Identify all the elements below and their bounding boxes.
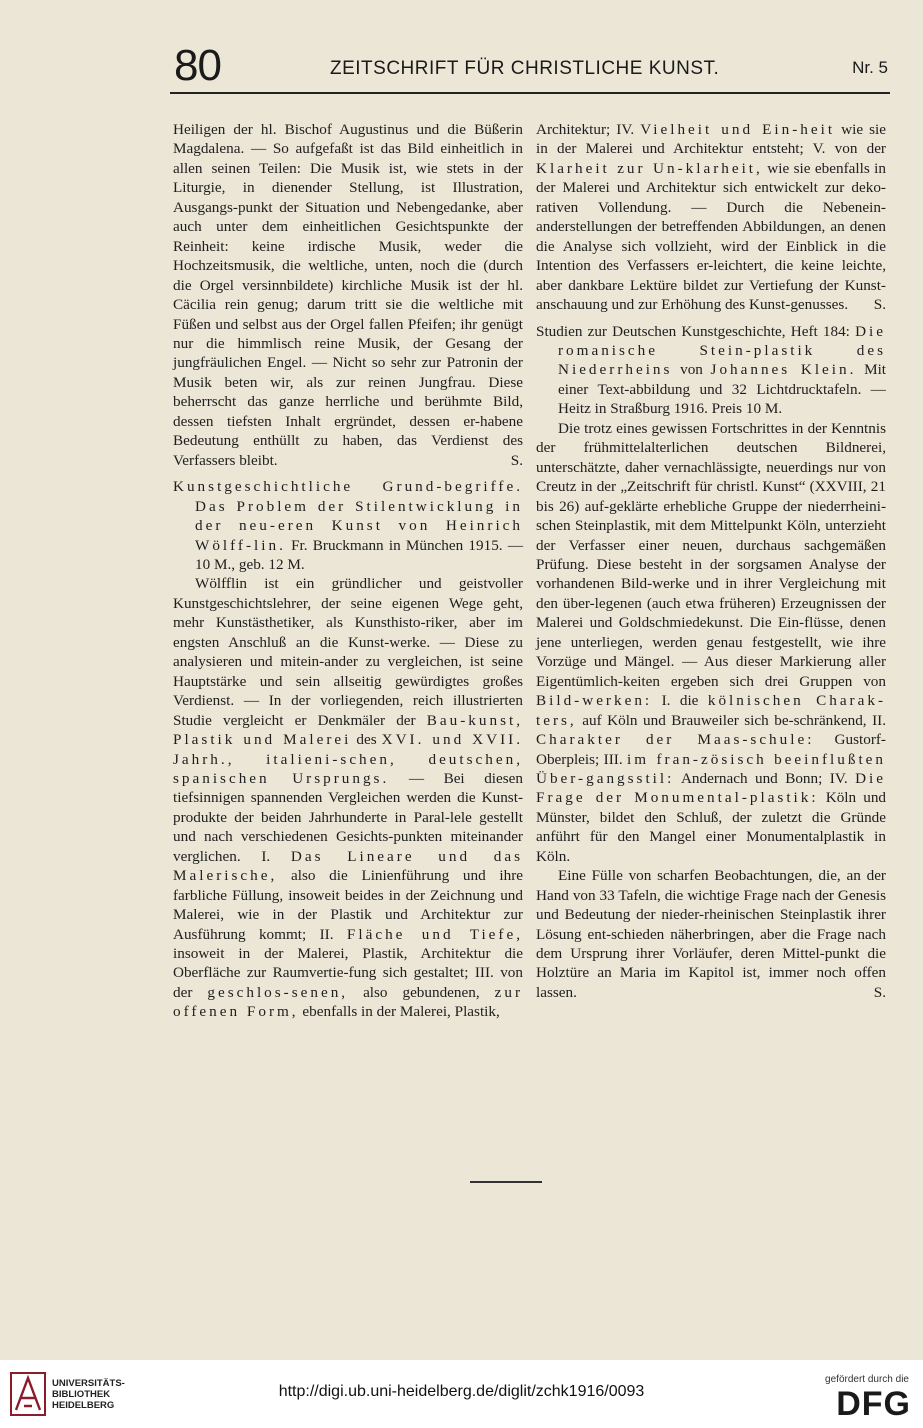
spaced-text: Vielheit und Ein-heit	[640, 121, 836, 138]
review-paragraph	[173, 574, 523, 1021]
spaced-text: Das Lineare und das Malerische,	[173, 847, 523, 885]
book-title: Die romanische Stein-plastik des Niederrheins	[558, 322, 886, 379]
text: Eine Fülle von scharfen Beobachtungen, die, an der Hand von 33 Tafeln, die wichtige Frage nach der Genesis und Bedeutung der nieder-rheinischen Steinplastik ihrer Lösung ent-schieden näherbringen, aber die Frage nach dem Ursprung ihrer Vorläufer, deren Mittel-punkt die Holztüre an Maria im Kapitol ist, immer noch offen lassen.	[536, 867, 886, 1001]
author-signature: S.	[510, 451, 523, 469]
text: Die trotz eines gewissen Fortschrittes in der Kenntnis der frühmittelalterlichen deutschen Bildnerei, unterschätzte, daher vernachlässigte, neuerdings nur von Creutz in der „Zeitschrift für christl. Kunst“ (XXVIII, 21 bis 26) auf-geklärte erhebliche Gruppe der niederrheini-schen Steinplastik, mit dem Mittelpunkt Köln, unterzieht der Verfasser einer neuen, durchaus sachgemäßen Prüfung. Diese besteht in der sorgsamen Analyse der vorhandenen Bild-werke und in ihrer Vergleichung mit den über-legenen (auch etwa früheren) Erzeugnissen der Malerei und Goldschmiedekunst. Die Ein-flüsse, denen jene unterliegen, werden genau festgestellt, wie ihre Vorzüge und Mängel. — Aus dieser Markierung aller Eigentümlich-keiten ergeben sich drei Gruppen von	[536, 419, 886, 690]
text: I. die	[661, 692, 699, 710]
review-paragraph	[536, 866, 886, 1002]
digitization-footer	[0, 1360, 923, 1428]
spaced-text: im fran-zösisch beeinflußten Über-gangsstil:	[536, 750, 887, 787]
text: ebenfalls in der Malerei, Plastik,	[302, 1003, 500, 1021]
text: wie sie in der Malerei und Architektur entsteht; V. von der	[536, 121, 886, 158]
spaced-text: Bild-werken:	[536, 692, 653, 710]
paragraph-text: Heiligen der hl. Bischof Augustinus und die Büßerin Magdalena. — So aufgefaßt ist das Bild einheitlich in allen seinen Teilen: Die Musik ist, wie stets in der Liturgie, in dienender Stellung, ist Illustration, Ausgangs-punkt der Situation und Nebengedanke, aber auch unter dem einheitlichen Gesichtspunkte der Reinheit: keine irdische Musik, weder die Hochzeitsmusik, die weltliche, unten, noch die (durch die Orgel versinnbildete) kirchliche Musik ist der hl. Cäcilia rein genug; darum tritt sie die weltliche mit Füßen und selbst aus der Orgel fallen Pfeifen; ihr genügt nur die himmlisch reine Musik, der Gesang der jungfräulichen Engel. — Nicht so sehr zur Patronin der Musik beten wir, als zur reinen Jungfrau. Diese beherrscht das ganze herrliche und berühmte Bild, dessen tiefsten Inhalt ergründet, dessen er-habene Bedeutung enthüllt zu haben, das Verdienst des Verfassers bleibt.	[173, 121, 523, 469]
left-column	[173, 120, 523, 1022]
text: also die Linienführung und ihre farbliche Füllung, insoweit beides in der Zeichnung und Malerei, wie in der Plastik und Architektur zur Ausführung kommt; II.	[173, 867, 523, 943]
issue-number: Nr. 5	[852, 58, 888, 77]
author-signature: S.	[873, 296, 886, 314]
page-number: 80	[174, 41, 221, 90]
spaced-text: Klarheit zur Un-klarheit,	[536, 159, 763, 177]
text: Andernach und Bonn; IV.	[680, 769, 848, 787]
end-rule	[470, 1181, 542, 1183]
page-header	[170, 42, 890, 94]
review-paragraph	[173, 120, 523, 470]
right-column	[536, 120, 886, 1002]
text: Köln und Münster, bildet den Schluß, der zuletzt die Gründe anführt für den Mangel einer Monumentalplastik in Köln.	[536, 789, 887, 865]
spaced-text: geschlos-senen,	[207, 983, 349, 1001]
review-entry-heading	[536, 322, 886, 419]
text: von	[680, 361, 703, 379]
spaced-text: kölnischen Charak-ters,	[536, 692, 887, 729]
spaced-text: Charakter der Maas-schule:	[536, 731, 815, 749]
library-line: HEIDELBERG	[52, 1400, 115, 1411]
text: des	[356, 731, 377, 749]
funding-note: gefördert durch die	[825, 1374, 909, 1385]
journal-title: ZEITSCHRIFT FÜR CHRISTLICHE KUNST.	[330, 58, 720, 79]
text: auf Köln und Brauweiler sich be-schränkend, II.	[582, 711, 887, 729]
spaced-text: Bau-kunst, Plastik und Malerei	[173, 711, 524, 749]
library-line: BIBLIOTHEK	[52, 1389, 111, 1400]
spaced-text: XVI. und XVII. Jahrh., italieni-schen, deutschen, spanischen Ursprungs.	[173, 731, 524, 787]
source-url-link[interactable]: http://digi.ub.uni-heidelberg.de/diglit/zchk1916/0093	[278, 1383, 645, 1400]
book-title: Kunstgeschichtliche Grund-begriffe. Das Problem der Stilentwicklung in der neu-eren Kunst von Heinrich Wölff-lin.	[173, 478, 523, 554]
text: Gustorf-Oberpleis; III.	[536, 731, 886, 768]
text: wie sie ebenfalls in der Malerei und Architektur sich entwickelt zur deko-rativen Vollendung. — Durch die Nebenein-anderstellungen der betreffenden Abbildungen, an denen die Analyse sich vollzieht, wird der Einblick in die Intention des Verfassers er-leichtert, die keine leichte, aber dankbare Lektüre bildet zur Vertiefung der Kunst-anschauung und zur Erhöhung des Kunst-genusses.	[536, 159, 886, 314]
library-line: UNIVERSITÄTS-	[52, 1378, 125, 1389]
author-signature: S.	[873, 983, 886, 1001]
review-entry-heading	[173, 477, 523, 574]
publication-info: Mit einer Text-abbildung und 32 Lichtdrucktafeln. — Heitz in Straßburg 1916. Preis 10 M.	[558, 361, 887, 418]
dfg-logo: DFG	[836, 1385, 911, 1423]
spaced-text: zur offenen Form,	[173, 983, 524, 1021]
spaced-text: Fläche und Tiefe,	[346, 925, 523, 943]
text: also gebundenen,	[363, 983, 480, 1001]
spaced-text: Die Frage der Monumental-plastik:	[536, 769, 886, 807]
text: Wölfflin ist ein gründlicher und geistvoller Kunstgeschichtslehrer, der seine eigenen Wege geht, mehr Kunstästhetiker, als Kunsthisto-riker, aber im engsten Anschluß an die Kunst-werke. — Diese zu analysieren und mitein-ander zu vergleichen, ist seine Hauptstärke und sein allseitig gewürdigtes großes Verdienst. — In der vorliegenden, reich illustrierten Studie vergleicht er Denkmäler der	[173, 575, 523, 729]
publication-info: Fr. Bruckmann in München 1915. — 10 M., geb. 12 M.	[195, 536, 524, 573]
text: Studien zur Deutschen Kunstgeschichte, Heft 184:	[536, 322, 850, 340]
review-paragraph	[536, 120, 886, 315]
book-author: Johannes Klein.	[710, 361, 857, 379]
text: Architektur; IV.	[536, 121, 635, 138]
text: — Bei diesen tiefsinnigen spannenden Vergleichen werden die Kunst-produkte der beiden Jahrhunderte in Paral-lele gestellt und nach verschiedenen Gesichts-punkten miteinander verglichen. I.	[173, 769, 524, 865]
review-paragraph	[536, 419, 886, 866]
text: insoweit in der Malerei, Plastik, Architektur die Oberfläche zur Raumvertie-fung sich gestaltet; III. von der	[173, 945, 523, 1001]
